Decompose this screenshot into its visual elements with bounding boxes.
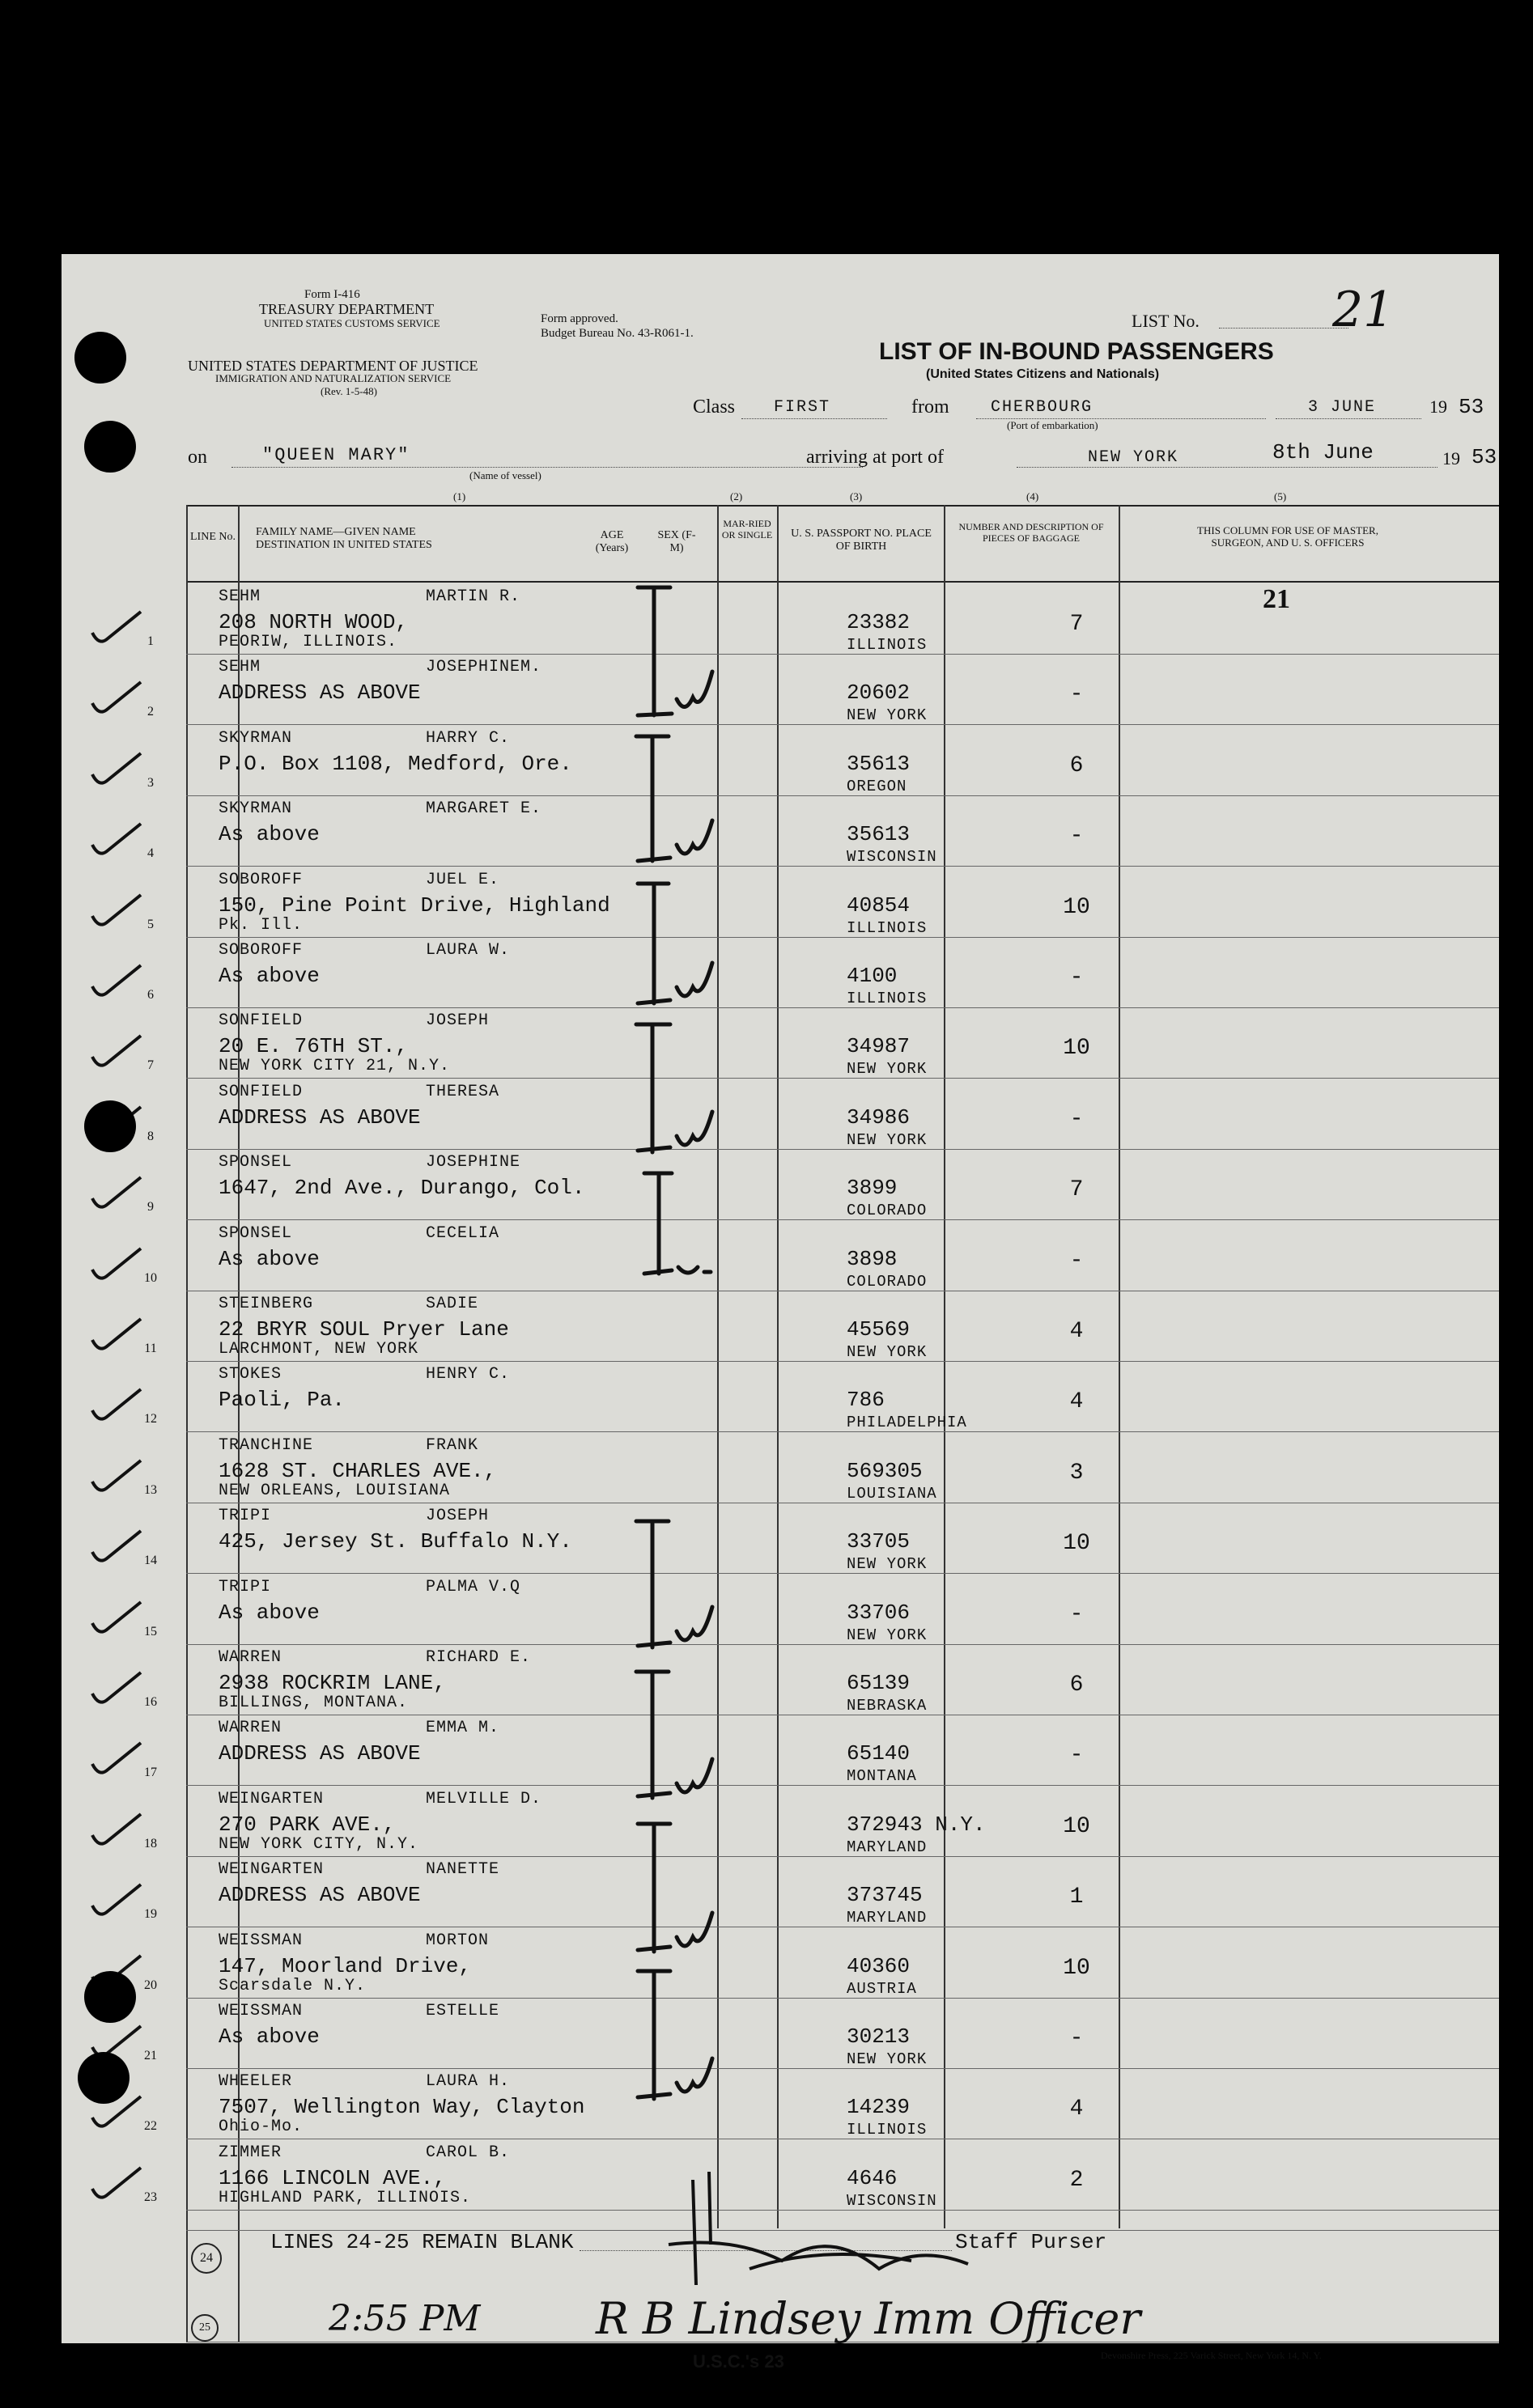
table-row — [144, 1503, 1507, 1574]
baggage-count: 7 — [1069, 1177, 1084, 1203]
column-number-4: (4) — [1026, 490, 1039, 502]
class-label: Class — [693, 396, 736, 418]
address-line-1: As above — [219, 1600, 320, 1625]
punch-hole — [84, 1971, 136, 2023]
place-of-birth: NEW YORK — [847, 2050, 928, 2068]
class-value: FIRST — [774, 398, 831, 417]
given-name: HARRY C. — [426, 728, 511, 748]
purser-signature — [660, 2147, 1000, 2293]
passport-number: 569305 — [847, 1458, 923, 1483]
baggage-count: 3 — [1069, 1460, 1084, 1486]
header-sex: SEX (F-M) — [657, 529, 696, 554]
check-mark-icon — [89, 1599, 146, 1639]
check-mark-icon — [89, 1386, 146, 1427]
place-of-birth: NEW YORK — [847, 1343, 928, 1361]
baggage-count: - — [1069, 824, 1084, 850]
punch-hole — [84, 421, 136, 473]
staff-purser-label: Staff Purser — [955, 2230, 1107, 2254]
line-number: 23 — [144, 2190, 157, 2204]
check-mark-icon — [89, 2164, 146, 2205]
family-name: WARREN — [219, 1719, 282, 1738]
address-line-1: ADDRESS AS ABOVE — [219, 1741, 421, 1766]
baggage-count: - — [1069, 2026, 1084, 2051]
blank-lines-note: LINES 24-25 REMAIN BLANK — [270, 2230, 574, 2254]
line-25-number: 25 — [191, 2314, 219, 2342]
table-row — [147, 1079, 1507, 1150]
form-approved: Form approved. — [541, 312, 618, 325]
page-number-handwritten: 21 — [1332, 282, 1395, 338]
officer-note: 21 — [1263, 584, 1290, 614]
baggage-count: - — [1069, 1743, 1084, 1769]
check-mark-icon — [89, 1528, 146, 1568]
place-of-birth: MARYLAND — [847, 1909, 928, 1927]
address-line-1: 1628 ST. CHARLES AVE., — [219, 1458, 497, 1483]
passport-number: 4100 — [847, 964, 898, 988]
place-of-birth: WISCONSIN — [847, 2191, 937, 2210]
line-number: 11 — [144, 1342, 157, 1355]
arrival-year: 53 — [1471, 445, 1497, 469]
family-name: SPONSEL — [219, 1153, 293, 1172]
passport-number: 33705 — [847, 1529, 911, 1554]
address-line-1: 1166 LINCOLN AVE., — [219, 2165, 446, 2190]
header-age: AGE (Years) — [595, 529, 629, 554]
passport-number: 34986 — [847, 1104, 911, 1130]
punch-hole — [74, 332, 126, 384]
address-line-1: 2938 ROCKRIM LANE, — [219, 1671, 446, 1695]
address-line-1: As above — [219, 2024, 320, 2049]
table-row — [147, 867, 1507, 938]
baggage-count: 10 — [1063, 1531, 1090, 1557]
header-passport: U. S. PASSPORT NO. PLACE OF BIRTH — [791, 528, 932, 553]
baggage-count: 10 — [1063, 1036, 1090, 1062]
inspection-marks — [620, 578, 830, 2180]
passport-number: 14239 — [847, 2095, 911, 2120]
address-line-1: P.O. Box 1108, Medford, Ore. — [219, 751, 572, 776]
given-name: MARGARET E. — [426, 799, 542, 819]
table-row — [144, 1645, 1507, 1715]
given-name: LAURA H. — [426, 2072, 511, 2092]
family-name: SOBOROFF — [219, 941, 304, 960]
table-row — [144, 1715, 1507, 1786]
family-name: WEISSMAN — [219, 2002, 304, 2020]
place-of-birth: NEW YORK — [847, 1130, 928, 1149]
line-number: 4 — [147, 846, 154, 861]
header-officers: THIS COLUMN FOR USE OF MASTER, SURGEON, AND U. S. OFFICERS — [1197, 524, 1378, 549]
place-of-birth: MARYLAND — [847, 1838, 928, 1856]
baggage-count: 10 — [1063, 1955, 1090, 1981]
baggage-count: - — [1069, 1106, 1084, 1132]
address-line-2: Pk. Ill. — [219, 915, 304, 935]
column-number-2: (2) — [730, 490, 743, 502]
address-line-1: 208 NORTH WOOD, — [219, 610, 409, 634]
address-line-1: As above — [219, 1246, 320, 1271]
family-name: ZIMMER — [219, 2143, 282, 2162]
line-number: 20 — [144, 1978, 157, 1992]
given-name: JOSEPHINEM. — [426, 658, 542, 677]
family-name: WEINGARTEN — [219, 1789, 325, 1808]
table-row — [147, 726, 1507, 796]
given-name: CECELIA — [426, 1223, 500, 1243]
table-top-rule — [186, 505, 1499, 507]
treasury-department: TREASURY DEPARTMENT — [259, 301, 435, 317]
place-of-birth: NEBRASKA — [847, 1697, 928, 1715]
header-line-no: LINE No. — [190, 531, 236, 543]
baggage-count: - — [1069, 965, 1084, 990]
family-name: TRIPI — [219, 1507, 272, 1526]
column-number-3: (3) — [850, 490, 863, 502]
place-of-birth: MONTANA — [847, 1767, 917, 1786]
arrival-year-prefix: 19 — [1442, 448, 1460, 468]
family-name: STEINBERG — [219, 1295, 314, 1313]
address-line-2: LARCHMONT, NEW YORK — [219, 1340, 419, 1359]
line-number: 18 — [144, 1836, 157, 1851]
check-mark-icon — [89, 1740, 146, 1780]
place-of-birth: NEW YORK — [847, 1626, 928, 1644]
port-of-embarkation: CHERBOURG — [991, 398, 1093, 417]
line-number: 21 — [144, 2049, 157, 2062]
family-name: TRIPI — [219, 1577, 272, 1596]
baggage-count: 1 — [1069, 1884, 1084, 1910]
check-mark-icon — [89, 1457, 146, 1498]
baggage-count: 4 — [1069, 1389, 1084, 1415]
passport-number: 3898 — [847, 1246, 898, 1271]
column-number-1: (1) — [453, 490, 466, 502]
baggage-count: 10 — [1063, 1813, 1090, 1839]
check-mark-icon — [89, 1811, 146, 1851]
table-row — [147, 1150, 1507, 1220]
family-name: WARREN — [219, 1648, 282, 1667]
given-name: JOSEPH — [426, 1011, 490, 1031]
address-line-1: 270 PARK AVE., — [219, 1812, 396, 1837]
family-name: WHEELER — [219, 2072, 293, 2092]
given-name: MARTIN R. — [426, 587, 521, 606]
address-line-2: Ohio-Mo. — [219, 2118, 304, 2137]
passport-number: 65139 — [847, 1671, 911, 1695]
baggage-count: 6 — [1069, 752, 1084, 778]
line-24-number: 24 — [191, 2243, 222, 2274]
place-of-birth: NEW YORK — [847, 1555, 928, 1574]
punch-hole — [84, 1100, 136, 1152]
address-line-1: 425, Jersey St. Buffalo N.Y. — [219, 1529, 572, 1554]
table-row — [144, 1433, 1507, 1503]
passport-number: 373745 — [847, 1883, 923, 1908]
given-name: JUEL E. — [426, 870, 500, 889]
list-number-label: LIST No. — [1132, 311, 1200, 331]
check-mark-icon — [89, 1316, 146, 1356]
address-line-1: 20 E. 76TH ST., — [219, 1034, 409, 1059]
passport-number: 30213 — [847, 2024, 911, 2049]
baggage-count: 4 — [1069, 1319, 1084, 1344]
baggage-count: 6 — [1069, 1672, 1084, 1698]
passport-number: 33706 — [847, 1600, 911, 1625]
header-name: FAMILY NAME—GIVEN NAME — [256, 526, 416, 538]
passport-number: 34987 — [847, 1034, 911, 1059]
given-name: FRANK — [426, 1435, 479, 1455]
passport-number: 45569 — [847, 1317, 911, 1342]
given-name: ESTELLE — [426, 2002, 500, 2020]
from-label: from — [911, 396, 949, 418]
check-mark-icon — [89, 1032, 146, 1073]
check-mark-icon — [89, 679, 146, 719]
family-name: SKYRMAN — [219, 799, 293, 819]
table-row — [147, 584, 1507, 655]
place-of-birth: COLORADO — [847, 1272, 928, 1291]
given-name: CAROL B. — [426, 2143, 511, 2162]
given-name: JOSEPH — [426, 1507, 490, 1526]
address-line-2: BILLINGS, MONTANA. — [219, 1694, 409, 1712]
given-name: NANETTE — [426, 1860, 500, 1880]
given-name: JOSEPHINE — [426, 1153, 521, 1172]
family-name: SEHM — [219, 587, 261, 606]
line-number: 6 — [147, 988, 154, 1002]
arrival-port: NEW YORK — [1088, 448, 1179, 467]
line-number: 17 — [144, 1766, 157, 1780]
family-name: SEHM — [219, 658, 261, 677]
table-row — [147, 655, 1507, 725]
family-name: WEISSMAN — [219, 1931, 304, 1950]
usc-count: U.S.C.'s 23 — [693, 2351, 784, 2372]
table-row — [147, 938, 1507, 1008]
table-header-rule — [186, 581, 1499, 583]
family-name: SKYRMAN — [219, 728, 293, 748]
table-row — [144, 1291, 1507, 1362]
given-name: HENRY C. — [426, 1365, 511, 1384]
list-number-blank — [1219, 327, 1348, 329]
family-name: TRANCHINE — [219, 1435, 314, 1455]
address-line-1: Paoli, Pa. — [219, 1388, 346, 1413]
passport-number: 35613 — [847, 751, 911, 776]
line-number: 13 — [144, 1482, 157, 1497]
immigration-officer-signature: R B Lindsey Imm Officer — [596, 2293, 1141, 2344]
family-name: SPONSEL — [219, 1223, 293, 1243]
address-line-1: 150, Pine Point Drive, Highland — [219, 892, 610, 918]
departure-year-prefix: 19 — [1429, 396, 1447, 417]
table-row — [144, 1857, 1507, 1927]
list-title: LIST OF IN-BOUND PASSENGERS — [879, 338, 1274, 365]
baggage-count: - — [1069, 1601, 1084, 1627]
given-name: LAURA W. — [426, 941, 511, 960]
line-number: 16 — [144, 1695, 157, 1709]
revision-date: (Rev. 1-5-48) — [321, 385, 377, 397]
check-mark-icon — [89, 962, 146, 1003]
given-name: MORTON — [426, 1931, 490, 1950]
table-row — [147, 796, 1507, 867]
place-of-birth: PHILADELPHIA — [847, 1414, 967, 1432]
place-of-birth: ILLINOIS — [847, 990, 928, 1007]
department-of-justice: UNITED STATES DEPARTMENT OF JUSTICE — [188, 358, 478, 374]
printer-credit: Devonshire Press, 225 Varick Street, New York 14, N. Y. — [1101, 2350, 1322, 2361]
address-line-1: 22 BRYR SOUL Pryer Lane — [219, 1317, 509, 1342]
address-line-2: PEORIW, ILLINOIS. — [219, 633, 398, 651]
address-line-1: 147, Moorland Drive, — [219, 1953, 472, 1978]
check-mark-icon — [89, 1245, 146, 1286]
place-of-birth: LOUISIANA — [847, 1484, 937, 1503]
line-number: 8 — [147, 1129, 154, 1143]
table-row — [144, 1999, 1507, 2069]
address-line-1: 7507, Wellington Way, Clayton — [219, 2095, 585, 2120]
departure-date: 3 JUNE — [1308, 398, 1377, 417]
check-mark-icon — [89, 1669, 146, 1710]
passport-number: 786 — [847, 1388, 885, 1413]
family-name: SONFIELD — [219, 1082, 304, 1101]
customs-service: UNITED STATES CUSTOMS SERVICE — [264, 317, 440, 329]
line-number: 7 — [147, 1058, 154, 1073]
table-row — [144, 1362, 1507, 1432]
given-name: RICHARD E. — [426, 1648, 532, 1667]
passport-number: 20602 — [847, 680, 911, 706]
address-line-1: As above — [219, 964, 320, 988]
check-mark-icon — [89, 892, 146, 932]
family-name: SOBOROFF — [219, 870, 304, 889]
table-row — [147, 1008, 1507, 1079]
line-number: 14 — [144, 1554, 157, 1568]
address-line-1: ADDRESS AS ABOVE — [219, 1883, 421, 1908]
table-row — [144, 1928, 1507, 1999]
header-baggage: NUMBER AND DESCRIPTION OF PIECES OF BAGGAGE — [958, 521, 1104, 544]
baggage-count: - — [1069, 682, 1084, 708]
place-of-birth: COLORADO — [847, 1202, 928, 1220]
passport-number: 3899 — [847, 1176, 898, 1201]
punch-hole — [78, 2052, 130, 2104]
address-line-1: ADDRESS AS ABOVE — [219, 680, 421, 706]
place-of-birth: NEW YORK — [847, 706, 928, 725]
check-mark-icon — [89, 1881, 146, 1922]
address-line-2: NEW ORLEANS, LOUISIANA — [219, 1481, 451, 1500]
form-number: Form I-416 — [304, 288, 360, 301]
table-row — [144, 1575, 1507, 1645]
address-line-1: ADDRESS AS ABOVE — [219, 1104, 421, 1130]
line-number: 12 — [144, 1412, 157, 1427]
passport-number: 35613 — [847, 822, 911, 847]
baggage-count: 10 — [1063, 894, 1090, 920]
address-line-2: Scarsdale N.Y. — [219, 1976, 367, 1995]
family-name: SONFIELD — [219, 1011, 304, 1031]
line-number: 1 — [147, 634, 154, 648]
address-line-2: NEW YORK CITY, N.Y. — [219, 1834, 419, 1854]
line-number: 5 — [147, 917, 154, 931]
vessel-name: "QUEEN MARY" — [262, 445, 410, 465]
baggage-count: 7 — [1069, 612, 1084, 637]
place-of-birth: NEW YORK — [847, 1060, 928, 1079]
family-name: WEINGARTEN — [219, 1860, 325, 1880]
table-row — [144, 1787, 1507, 1857]
given-name: SADIE — [426, 1295, 479, 1313]
departure-year: 53 — [1459, 395, 1484, 419]
check-mark-icon — [89, 1174, 146, 1215]
header-married: MAR-RIED OR SINGLE — [721, 518, 773, 541]
address-line-2: NEW YORK CITY 21, N.Y. — [219, 1057, 451, 1076]
passport-number: 4646 — [847, 2165, 898, 2190]
passport-number: 372943 N.Y. — [847, 1812, 986, 1837]
passenger-list-page — [62, 254, 1499, 2372]
passport-number: 40854 — [847, 892, 911, 918]
place-of-birth: AUSTRIA — [847, 1979, 917, 1998]
address-line-2: HIGHLAND PARK, ILLINOIS. — [219, 2188, 472, 2207]
check-mark-icon — [89, 750, 146, 791]
check-mark-icon — [89, 608, 146, 649]
place-of-birth: ILLINOIS — [847, 636, 928, 654]
time-handwritten: 2:55 PM — [329, 2298, 481, 2339]
given-name: PALMA V.Q — [426, 1577, 521, 1596]
place-of-birth: ILLINOIS — [847, 918, 928, 937]
header-destination: DESTINATION IN UNITED STATES — [256, 539, 432, 551]
passport-number: 23382 — [847, 610, 911, 634]
line-number: 19 — [144, 1907, 157, 1922]
baggage-count: 2 — [1069, 2167, 1084, 2193]
place-of-birth: ILLINOIS — [847, 2121, 928, 2139]
line-number: 9 — [147, 1200, 154, 1215]
family-name: STOKES — [219, 1365, 282, 1384]
line-number: 22 — [144, 2119, 157, 2134]
place-of-birth: WISCONSIN — [847, 848, 937, 867]
passport-number: 65140 — [847, 1741, 911, 1766]
budget-bureau-number: Budget Bureau No. 43-R061-1. — [541, 327, 694, 340]
baggage-count: 4 — [1069, 2096, 1084, 2122]
arriving-label: arriving at port of — [806, 447, 944, 468]
vessel-caption: (Name of vessel) — [469, 469, 541, 481]
given-name: MELVILLE D. — [426, 1789, 542, 1808]
port-embarkation-caption: (Port of embarkation) — [1007, 419, 1098, 431]
line-number: 2 — [147, 705, 154, 719]
line-number: 15 — [144, 1624, 157, 1639]
table-row — [144, 2069, 1507, 2139]
arrival-date: 8th June — [1272, 440, 1374, 464]
place-of-birth: OREGON — [847, 777, 907, 795]
table-row — [144, 1221, 1507, 1291]
list-subtitle: (United States Citizens and Nationals) — [926, 367, 1160, 381]
check-mark-icon — [89, 820, 146, 861]
line-number: 10 — [144, 1270, 157, 1285]
baggage-count: - — [1069, 1248, 1084, 1274]
immigration-service: IMMIGRATION AND NATURALIZATION SERVICE — [215, 372, 452, 384]
line-number: 3 — [147, 775, 154, 790]
column-number-5: (5) — [1274, 490, 1287, 502]
passport-number: 40360 — [847, 1953, 911, 1978]
on-label: on — [188, 447, 207, 468]
address-line-1: As above — [219, 822, 320, 847]
given-name: THERESA — [426, 1082, 500, 1101]
address-line-1: 1647, 2nd Ave., Durango, Col. — [219, 1176, 585, 1201]
given-name: EMMA M. — [426, 1719, 500, 1738]
